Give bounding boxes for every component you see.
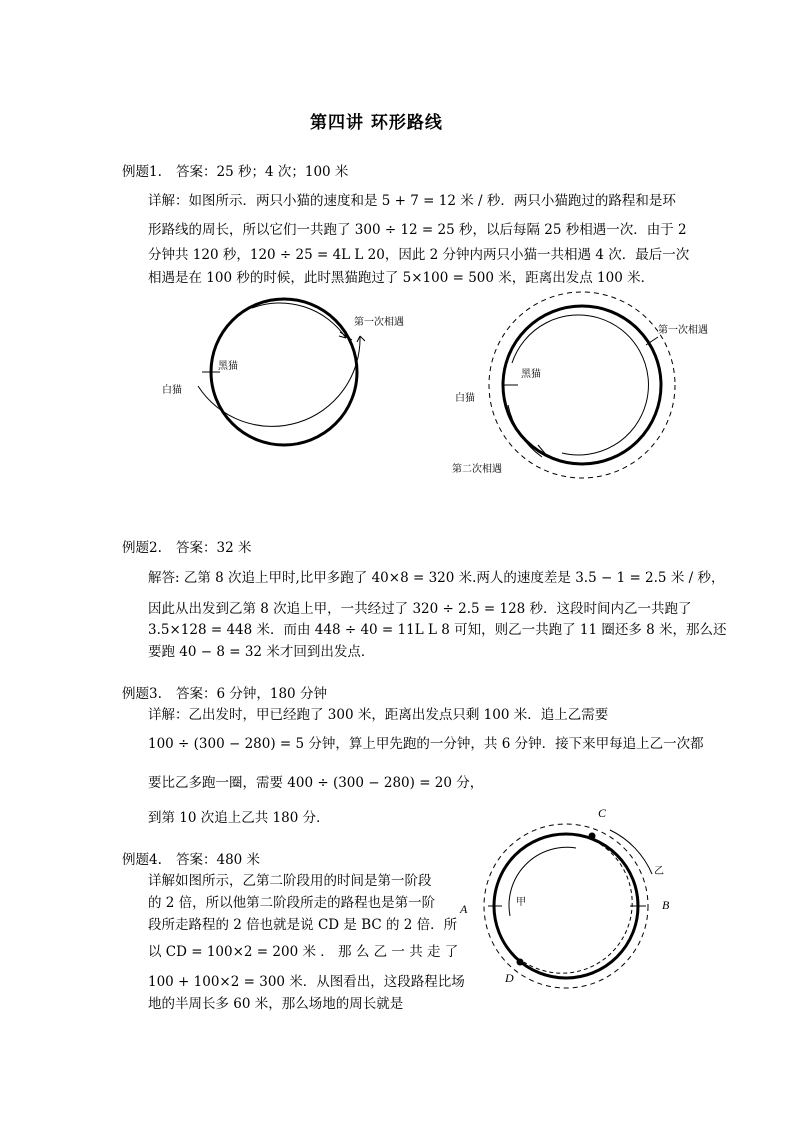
ex4-line-6: 地的半周长多 60 米，那么场地的周长就是 — [148, 996, 404, 1012]
ex1-label: 例题1. — [122, 164, 162, 180]
ex4-line-4: 以 CD = 100×2 = 200 米 ． 那 么 乙 一 共 走 了 — [148, 944, 459, 960]
ex2-line-1: 解答: 乙第 8 次追上甲时,比甲多跑了 40×8 = 320 米.两人的速度差是 3.5 − 1 = 2.5 米 / 秒， — [148, 570, 725, 586]
ex1-line-4: 相遇是在 100 秒的时候，此时黑猫跑过了 5×100 = 500 米，距离出发点 100 米． — [148, 270, 655, 286]
ex1-right-first-meet: 第一次相遇 — [658, 325, 708, 336]
ex1-answer: 答案：25 秒；4 次；100 米 — [176, 164, 349, 180]
arrowhead — [357, 336, 365, 342]
ex3-line-3: 要比乙多跑一圈，需要 400 ÷ (300 − 280) = 20 分， — [148, 775, 484, 791]
ex4-label: 例题4. — [122, 852, 162, 868]
ex4-yi-label: 乙 — [654, 866, 664, 877]
ex4-line-3: 段所走路程的 2 倍也就是说 CD 是 BC 的 2 倍．所 — [148, 917, 458, 933]
track-circle — [211, 299, 357, 445]
inner-dashed-arc — [524, 844, 632, 973]
ex1-line-1: 详解：如图所示．两只小猫的速度和是 5 + 7 = 12 米 / 秒．两只小猫跑过的路程和是环 — [148, 193, 676, 209]
ex4-point-b: B — [662, 898, 670, 912]
ex4-answer: 答案：480 米 — [176, 852, 261, 868]
point-d-dot — [517, 959, 524, 966]
ex4-point-c: C — [598, 806, 607, 820]
ex1-left-black-cat: 黑猫 — [218, 361, 238, 372]
ex1-left-white-cat: 白猫 — [162, 385, 182, 396]
yi-arrow — [610, 830, 652, 874]
ex4-jia-label: 甲 — [516, 897, 526, 908]
page-title: 第四讲 环形路线 — [310, 113, 443, 133]
track-circle — [503, 306, 661, 464]
ex4-line-1: 详解如图所示，乙第二阶段用的时间是第一阶段 — [148, 873, 432, 889]
ex3-line-2: 100 ÷ (300 − 280) = 5 分钟，算上甲先跑的一分钟，共 6 分钟．接下来甲每追上乙一次都 — [148, 736, 704, 752]
ex1-line-2: 形路线的周长，所以它们一共跑了 300 ÷ 12 = 25 秒，以后每隔 25 秒相遇一次．由于 2 — [148, 222, 687, 238]
ex4-point-a: A — [460, 902, 468, 916]
ex4-figure — [480, 810, 680, 990]
ex2-line-2: 因此从出发到乙第 8 次追上甲，一共经过了 320 ÷ 2.5 = 128 秒．这段时间内乙一共跑了 — [148, 601, 692, 617]
ex2-line-4: 要跑 40 − 8 = 32 米才回到出发点． — [148, 644, 375, 660]
black-cat-path — [512, 315, 648, 455]
ex4-point-d: D — [505, 971, 514, 985]
ex2-line-3: 3.5×128 = 448 米．而由 448 ÷ 40 = 11L L 8 可知，则乙一共跑了 11 圈还多 8 米，那么还 — [148, 622, 727, 638]
ex1-right-black-cat: 黑猫 — [521, 369, 541, 380]
ex2-answer: 答案：32 米 — [176, 540, 252, 556]
ex1-right-second-meet: 第二次相遇 — [452, 464, 502, 475]
ex3-answer: 答案：6 分钟，180 分钟 — [176, 686, 327, 702]
ex1-left-first-meet: 第一次相遇 — [354, 317, 404, 328]
black-cat-arrow — [252, 303, 346, 338]
ex4-line-5: 100 + 100×2 = 300 米．从图看出，这段路程比场 — [148, 974, 465, 990]
ex3-line-1: 详解：乙出发时，甲已经跑了 300 米，距离出发点只剩 100 米．追上乙需要 — [148, 707, 609, 723]
ex4-line-2: 的 2 倍，所以他第二阶段所走的路程也是第一阶 — [148, 895, 436, 911]
ex2-label: 例题2. — [122, 540, 162, 556]
ex3-line-4: 到第 10 次追上乙共 180 分． — [148, 810, 330, 826]
ex1-right-white-cat: 白猫 — [455, 393, 475, 404]
ex3-label: 例题3. — [122, 686, 162, 702]
ex1-line-3: 分钟共 120 秒，120 ÷ 25 = 4L L 20，因此 2 分钟内两只小猫一共相遇 4 次．最后一次 — [148, 247, 690, 263]
point-c-dot — [589, 833, 596, 840]
ex1-figure-right — [470, 285, 700, 475]
